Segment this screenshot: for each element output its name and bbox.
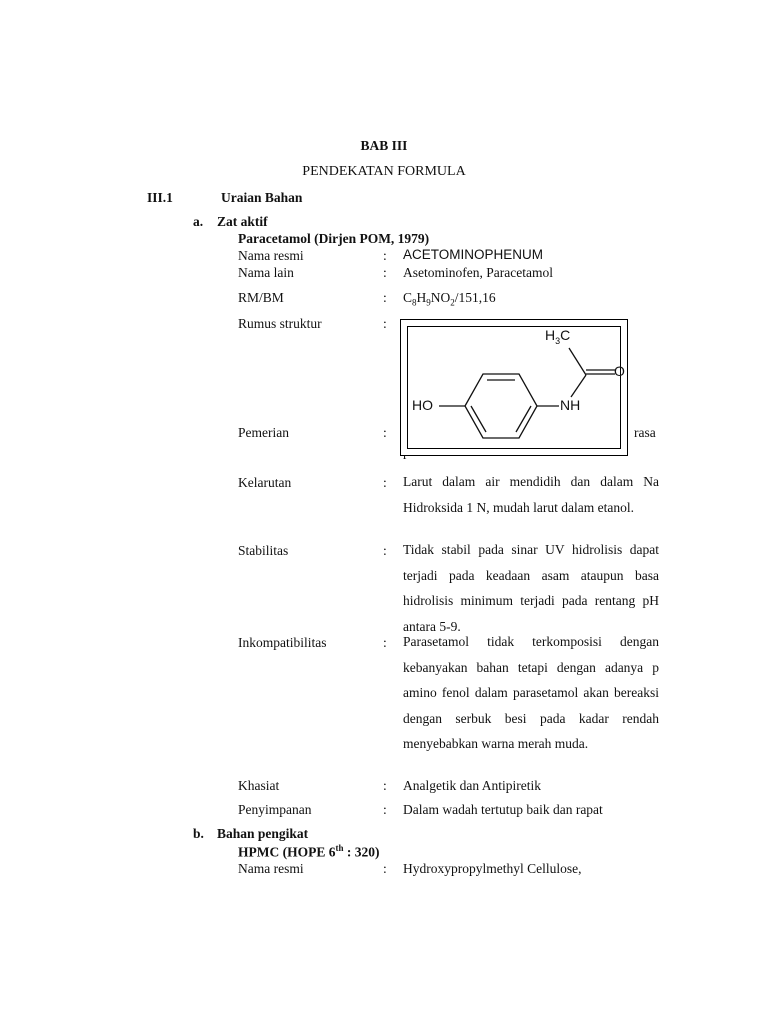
value-inkompatibilitas: Parasetamol tidak terkomposisi dengan kebanyakan bahan tetapi dengan adanya p amino fenol dalam parasetamol akan bereaksi dengan serbuk besi pada kadar rendah menyebabkan warna merah muda. [403, 634, 659, 751]
colon: : [383, 475, 387, 490]
substance-b-heading: HPMC (HOPE 6th : 320) [238, 843, 380, 860]
amine-label: NH [560, 397, 581, 413]
label-penyimpanan: Penyimpanan [238, 802, 312, 817]
hydroxyl-label: HO [412, 397, 433, 413]
value-nama-lain: Asetominofen, Paracetamol [403, 265, 553, 280]
value-nama-resmi: ACETOMINOPHENUM [403, 247, 544, 262]
label-nama-resmi-b: Nama resmi [238, 861, 304, 876]
value-kelarutan: Larut dalam air mendidih dan dalam Na Hidroksida 1 N, mudah larut dalam etanol. [403, 474, 659, 515]
substance-heading: Paracetamol (Dirjen POM, 1979) [238, 231, 430, 246]
value-khasiat: Analgetik dan Antipiretik [403, 778, 541, 793]
subsection-b-title: Bahan pengikat [217, 826, 309, 841]
section-number: III.1 [147, 190, 173, 205]
label-kelarutan: Kelarutan [238, 475, 292, 490]
methyl-label: $H_3C$ [545, 327, 571, 346]
section-title: Uraian Bahan [221, 190, 303, 205]
chapter-heading: BAB III [360, 138, 408, 153]
label-stabilitas: Stabilitas [238, 543, 289, 558]
colon: : [383, 861, 387, 876]
colon: : [383, 802, 387, 817]
colon: : [383, 635, 387, 650]
value-stabilitas: Tidak stabil pada sinar UV hidrolisis dapat terjadi pada keadaan asam ataupun basa hidrolisis minimum terjadi pada rentang pH antara 5-9. [403, 542, 659, 634]
label-nama-resmi: Nama resmi [238, 248, 304, 263]
subsection-a-letter: a. [193, 214, 204, 229]
colon: : [383, 425, 387, 440]
label-rmbm: RM/BM [238, 290, 284, 305]
colon: : [383, 543, 387, 558]
subsection-a-title: Zat aktif [217, 214, 268, 229]
structure-image [400, 319, 628, 456]
label-rumus-struktur: Rumus struktur [238, 316, 322, 331]
colon: : [383, 290, 387, 305]
subsection-b-letter: b. [193, 826, 204, 841]
value-pemerian-tail: rasa [634, 425, 656, 440]
label-inkompatibilitas: Inkompatibilitas [238, 635, 327, 650]
label-khasiat: Khasiat [238, 778, 280, 793]
oxygen-label: O [614, 363, 625, 379]
value-penyimpanan: Dalam wadah tertutup baik dan rapat [403, 802, 603, 817]
label-pemerian: Pemerian [238, 425, 289, 440]
value-nama-resmi-b: Hydroxypropylmethyl Cellulose, [403, 861, 582, 876]
colon: : [383, 248, 387, 263]
value-rmbm: $C_8H_9NO_2/151,16$ [403, 290, 496, 308]
paracetamol-structure [401, 320, 627, 455]
colon: : [383, 265, 387, 280]
label-nama-lain: Nama lain [238, 265, 294, 280]
colon: : [383, 778, 387, 793]
colon: : [383, 316, 387, 331]
chapter-title: PENDEKATAN FORMULA [302, 164, 466, 179]
